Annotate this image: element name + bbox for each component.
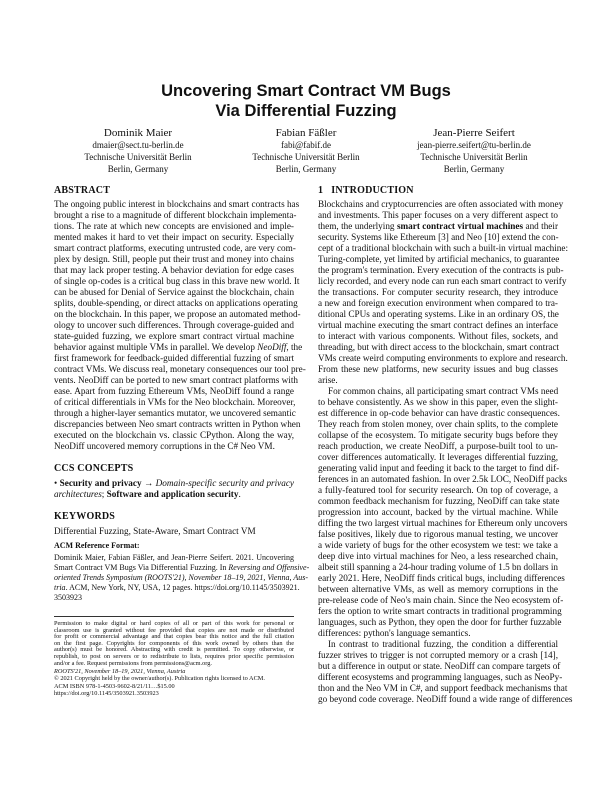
text-line — [318, 408, 558, 419]
text-run: brought a rise to a magnitude of different blockchain implementa- — [54, 210, 297, 220]
text-line — [318, 496, 558, 507]
text-line — [54, 309, 301, 320]
text-line — [318, 518, 568, 529]
publication-meta — [54, 668, 294, 697]
text-run: generating valid input and feeding it back to the target to find dif- — [318, 463, 560, 473]
author-block — [222, 127, 390, 175]
text-run: mented makes it hard to vet their impact on security. Especially — [54, 232, 294, 242]
author-name: Fabian Fäßler — [275, 127, 337, 139]
text-run: to behave consistently. As we show in this paper, even the slight- — [318, 397, 558, 407]
italic-run: oriented Trends Symposium (ROOTS'21), November 18–19, 2021, Vienna, Aus- — [54, 573, 308, 582]
text-line — [318, 353, 568, 364]
text-run: From these new platforms, new security issues and bug classes — [318, 364, 558, 374]
text-run: executed on the blockchain vs. classic CPython. Along the way, — [54, 430, 294, 440]
text-line — [54, 320, 294, 331]
author-location: Berlin, Germany — [107, 164, 169, 174]
text-line — [318, 386, 558, 397]
footnote-rule — [54, 616, 294, 617]
text-run: Blockchains and cryptocurrencies are often associated with money — [318, 199, 564, 209]
text-run: VMs create weird computing environments to explore and research. — [318, 353, 568, 363]
text-line — [318, 661, 561, 672]
text-line — [54, 364, 306, 375]
text-line — [54, 331, 294, 342]
acm-reference-heading: ACM Reference Format: — [54, 541, 140, 550]
text-run: pre-release code of Neo's main chain. Since the Neo ecosystem of- — [318, 595, 564, 605]
text-line — [318, 628, 558, 639]
text-run: cover differences automatically. It leverages differential fuzzing, — [318, 452, 558, 462]
text-run: albeit still spanning a 24-hour trading volume of 1.5 bn dollars in — [318, 562, 558, 572]
text-run: between alternative VMs, as well as memory corruptions in the — [318, 584, 558, 594]
introduction-heading: 1 INTRODUCTION — [318, 185, 414, 196]
text-run: languages, such as Python, they open the door for further fuzzable — [318, 617, 562, 627]
text-run: The ongoing public interest in blockchains and smart contracts has — [54, 199, 300, 209]
text-line — [54, 419, 301, 430]
text-run: on the blockchain. In this paper, we propose an automated method- — [54, 309, 301, 319]
text-run: author(s) must be honored. Abstracting with credit is permitted. To copy otherwise, or — [54, 646, 294, 654]
text-run: © 2021 Copyright held by the owner/author(s). Publication rights licensed to ACM. — [54, 675, 265, 683]
text-line — [318, 562, 558, 573]
text-line — [54, 254, 294, 265]
text-run: cept of a traditional blockchain with such a built-in virtual machine: — [318, 243, 569, 253]
text-line — [54, 430, 294, 441]
text-line — [318, 540, 558, 551]
text-run: and their — [523, 221, 559, 231]
text-run: • — [54, 478, 60, 488]
author-name: Jean-Pierre Seifert — [433, 127, 515, 139]
text-run: the program's termination. Every execution of the contracts is pub- — [318, 265, 564, 275]
text-line — [54, 573, 308, 583]
text-line — [318, 452, 558, 463]
text-line — [318, 397, 558, 408]
text-run: a new and foreign execution environment when compared to tra- — [318, 298, 558, 308]
text-line — [318, 375, 558, 386]
text-line — [318, 265, 564, 276]
text-run: threading, but with direct access to the blockchain, smart contract — [318, 342, 560, 352]
text-line — [54, 199, 300, 210]
text-line — [318, 639, 558, 650]
author-block — [54, 127, 222, 175]
text-line — [54, 553, 294, 563]
text-line — [318, 331, 558, 342]
text-run: reach production, we create NeoDiff, a purpose-built tool to un- — [318, 441, 558, 451]
text-line — [318, 221, 558, 232]
text-run: them, the underlying — [318, 221, 397, 231]
text-run: ease. Apart from fuzzing Ethereum VMs, NeoDiff found a range — [54, 386, 294, 396]
text-line — [318, 254, 558, 265]
text-line — [318, 485, 558, 496]
text-line — [318, 529, 558, 540]
text-run: of critical differentials in VMs for the Neo blockchain. Moreover, — [54, 397, 296, 407]
text-run: early 2021. Here, NeoDiff finds critical bugs, including differences — [318, 573, 565, 583]
text-line — [318, 287, 558, 298]
text-line — [54, 593, 294, 603]
text-line — [54, 353, 294, 364]
text-run: security. Systems like Ethereum [3] and Neo [10] extend the con- — [318, 232, 559, 242]
text-line — [318, 364, 558, 375]
text-run: the transactions. For computer security research, they introduce — [318, 287, 558, 297]
text-run: go beyond code coverage. NeoDiff found a wide range of differences — [318, 694, 573, 704]
permission-text — [54, 621, 294, 667]
text-run: → — [141, 478, 156, 488]
text-line — [54, 243, 294, 254]
author-name: Dominik Maier — [103, 127, 173, 139]
text-run: licly recorded, and every node can run each smart contract to verify — [318, 276, 567, 286]
text-line — [54, 276, 300, 287]
text-run: through a higher-layer semantics mutator, we uncovered semantic — [54, 408, 296, 418]
title-line-2: Via Differential Fuzzing — [215, 102, 397, 120]
italic-run: tria — [54, 583, 66, 592]
text-run: Turing-complete, yet limited by artificial mechanics, to guarantee — [318, 254, 560, 264]
text-run: of single op-codes is a critical bug class in this brave new world. It — [54, 276, 300, 286]
text-line — [54, 265, 294, 276]
text-line — [318, 617, 562, 628]
text-run: ferences in an automated fashion. In over 2.5k LOC, NeoDiff packs — [318, 474, 568, 484]
text-line — [318, 507, 558, 518]
text-run: republish, to post on servers or to redistribute to lists, requires prior specific permission — [54, 652, 294, 660]
text-line — [54, 661, 294, 668]
text-run: virtual machine executing the smart contract defines an interface — [318, 320, 558, 330]
text-run: diffing the two largest virtual machines for Ethereum only uncovers — [318, 518, 568, 528]
italic-run: Reversing and Offensive- — [228, 563, 310, 572]
text-run: contract VMs. We discuss real, monetary consequences our tool pre- — [54, 364, 306, 374]
text-line — [54, 342, 303, 353]
italic-run: Domain-specific security and privacy — [155, 478, 294, 488]
text-line — [318, 210, 558, 221]
text-run: state-guided fuzzing, we explore smart contract virtual machine — [54, 331, 294, 341]
text-line — [54, 298, 298, 309]
text-line — [318, 430, 558, 441]
text-line — [318, 463, 558, 474]
text-run: ; — [101, 489, 107, 499]
ccs-concepts — [54, 478, 294, 500]
text-line — [54, 668, 294, 675]
text-run: to interact with various components. Without files, sockets, and — [318, 331, 558, 341]
text-line — [54, 221, 294, 232]
text-line — [318, 309, 558, 320]
text-run: and investments. This paper focuses on a very different aspect to — [318, 210, 558, 220]
text-line — [54, 386, 294, 397]
keywords-text: Differential Fuzzing, State-Aware, Smart Contract VM — [54, 526, 256, 536]
text-line — [318, 606, 562, 617]
text-run: different ecosystems and programming languages, such as NeoPy- — [318, 672, 563, 682]
text-line — [54, 375, 298, 386]
text-line — [318, 243, 569, 254]
bold-run: Security and privacy — [59, 478, 142, 488]
text-run: a wide variety of bugs for the other ecosystem we test: we take a — [318, 540, 558, 550]
text-run: splits, double-spending, or direct attacks on applications operating — [54, 298, 298, 308]
text-run: plex by design. Still, people put their trust and money into chains — [54, 254, 294, 264]
abstract-heading: ABSTRACT — [54, 185, 111, 196]
text-line — [54, 478, 294, 489]
text-run: fuzzer strives to trigger is not corrupted memory or a crash [14], — [318, 650, 558, 660]
title-line-1: Uncovering Smart Contract VM Bugs — [161, 82, 451, 100]
text-line — [318, 694, 573, 705]
text-run: Dominik Maier, Fabian Fäßler, and Jean-Pierre Seifert. 2021. Uncovering — [54, 553, 294, 562]
author-email[interactable]: dmaier@sect.tu-berlin.de — [92, 140, 184, 150]
text-run: differences: python's language semantics. — [318, 628, 471, 638]
text-run: classroom use is granted without fee provided that copies are not made or distributed — [54, 626, 294, 634]
text-run: first framework for feedback-guided differential fuzzing of smart — [54, 353, 294, 363]
text-line — [54, 441, 294, 452]
permission-notice — [54, 621, 294, 697]
text-line — [318, 584, 558, 595]
text-run: They reach from stolen money, over chain splits, to the complete — [318, 419, 558, 429]
text-line — [318, 672, 563, 683]
text-line — [318, 320, 558, 331]
paragraph — [318, 639, 573, 705]
text-run: common feedback mechanism for fuzzing, NeoDiff can take state — [318, 496, 560, 506]
text-run: vents. NeoDiff can be ported to new smart contract platforms with — [54, 375, 298, 385]
text-run: arise. — [318, 375, 338, 385]
text-run: collapse of the ecosystem. To mitigate security bugs before they — [318, 430, 558, 440]
text-line — [318, 276, 567, 287]
ccs-heading: CCS CONCEPTS — [54, 463, 134, 474]
bold-run: smart contract virtual machines — [396, 221, 524, 231]
text-line — [54, 397, 294, 408]
text-run: discrepancies between Neo smart contracts written in Python when — [54, 419, 301, 429]
text-run: progression into account, backed by the virtual machine. While — [318, 507, 558, 517]
text-run: https://doi.org/10.1145/3503921.3503923 — [54, 690, 159, 698]
author-block — [390, 127, 558, 175]
text-run: NeoDiff uncovered memory corruptions in the C# Neo VM. — [54, 441, 275, 451]
text-run: but a difference in output or state. NeoDiff can compare targets of — [318, 661, 561, 671]
text-run: . — [238, 489, 241, 499]
text-run: thon and the Neo VM in C#, and support feedback mechanisms that — [318, 683, 568, 693]
text-run: Smart Contract VM Bugs Via Differential Fuzzing. In — [54, 563, 229, 572]
text-line — [318, 683, 568, 694]
bold-run: Software and application security — [106, 489, 239, 499]
author-affiliation: Technische Universität Berlin — [252, 152, 360, 162]
text-line — [54, 683, 294, 690]
text-run: can be abused for Denial of Service against the blockchain, chain — [54, 287, 295, 297]
text-line — [318, 342, 558, 353]
text-line — [318, 232, 558, 243]
italic-run: NeoDiff — [257, 342, 287, 352]
paper-title — [54, 81, 558, 121]
text-run: behavior against multiple VMs in parallel. We develop — [54, 342, 258, 352]
text-line — [318, 595, 564, 606]
text-run: ology to uncover such differences. Through coverage-guided and — [54, 320, 294, 330]
text-line — [54, 675, 294, 682]
text-run: , the — [286, 342, 303, 352]
text-run: ditional CPUs and operating systems. Like in an ordinary OS, the — [318, 309, 559, 319]
text-line — [54, 232, 294, 243]
text-run: . ACM, New York, NY, USA, 12 pages. https://doi.org/10.1145/3503921. — [65, 583, 300, 592]
text-run: ACM ISBN 978-1-4503-9602-8/21/11…$15.00 — [54, 682, 175, 690]
text-run: false positives, likely due to rigorous manual testing, we uncover — [318, 529, 558, 539]
paragraph — [318, 386, 568, 639]
text-line — [54, 210, 297, 221]
italic-run: ROOTS'21, November 18–19, 2021, Vienna, Austria — [54, 668, 186, 676]
author-email[interactable]: fabi@fabif.de — [280, 140, 331, 150]
text-run: Permission to make digital or hard copies of all or part of this work for personal or — [54, 620, 294, 627]
text-run: and/or a fee. Request permissions from permissions@acm.org. — [54, 659, 213, 667]
text-line — [54, 489, 294, 500]
text-run: tions. The rate at which new concepts are envisioned and imple- — [54, 221, 294, 231]
keywords-heading: KEYWORDS — [54, 511, 116, 522]
paragraph — [318, 199, 569, 386]
text-line — [318, 419, 558, 430]
text-line — [318, 573, 565, 584]
text-run: fers the option to write smart contracts in traditional programming — [318, 606, 562, 616]
text-line — [54, 287, 294, 298]
text-run: smart contract platforms, executing untrusted code, are very com- — [54, 243, 296, 253]
author-affiliation: Technische Universität Berlin — [420, 152, 528, 162]
text-run: 3503923 — [54, 593, 82, 602]
text-line — [318, 650, 558, 661]
text-line — [318, 474, 568, 485]
text-run: In contrast to traditional fuzzing, the condition a differential — [328, 639, 558, 649]
acm-reference-body — [54, 553, 310, 603]
author-location: Berlin, Germany — [275, 164, 337, 174]
text-run: deep dive into virtual machines for Neo, a less researched chain, — [318, 551, 558, 561]
author-location: Berlin, Germany — [443, 164, 505, 174]
abstract-body — [54, 199, 306, 452]
text-line — [318, 199, 564, 210]
text-line — [54, 408, 294, 419]
text-line — [318, 441, 558, 452]
text-run: For common chains, all participating smart contract VMs need — [328, 386, 559, 396]
author-affiliation: Technische Universität Berlin — [84, 152, 192, 162]
text-run: est difference in op-code behavior can have drastic consequences. — [318, 408, 560, 418]
text-run: on the first page. Copyrights for components of this work owned by others than the — [54, 639, 294, 647]
text-run: for profit or commercial advantage and that copies bear this notice and the full citation — [54, 633, 294, 641]
italic-run: architectures — [54, 489, 102, 499]
text-line — [54, 563, 310, 573]
text-run: a fully-featured tool for security research. On top of coverage, a — [318, 485, 558, 495]
text-line — [318, 551, 558, 562]
author-email[interactable]: jean-pierre.seifert@tu-berlin.de — [417, 140, 531, 150]
text-run: that may lack proper testing. A behavior deviation for edge cases — [54, 265, 294, 275]
text-line — [54, 690, 294, 697]
text-line — [54, 583, 300, 593]
introduction-body — [318, 199, 573, 705]
text-line — [318, 298, 558, 309]
